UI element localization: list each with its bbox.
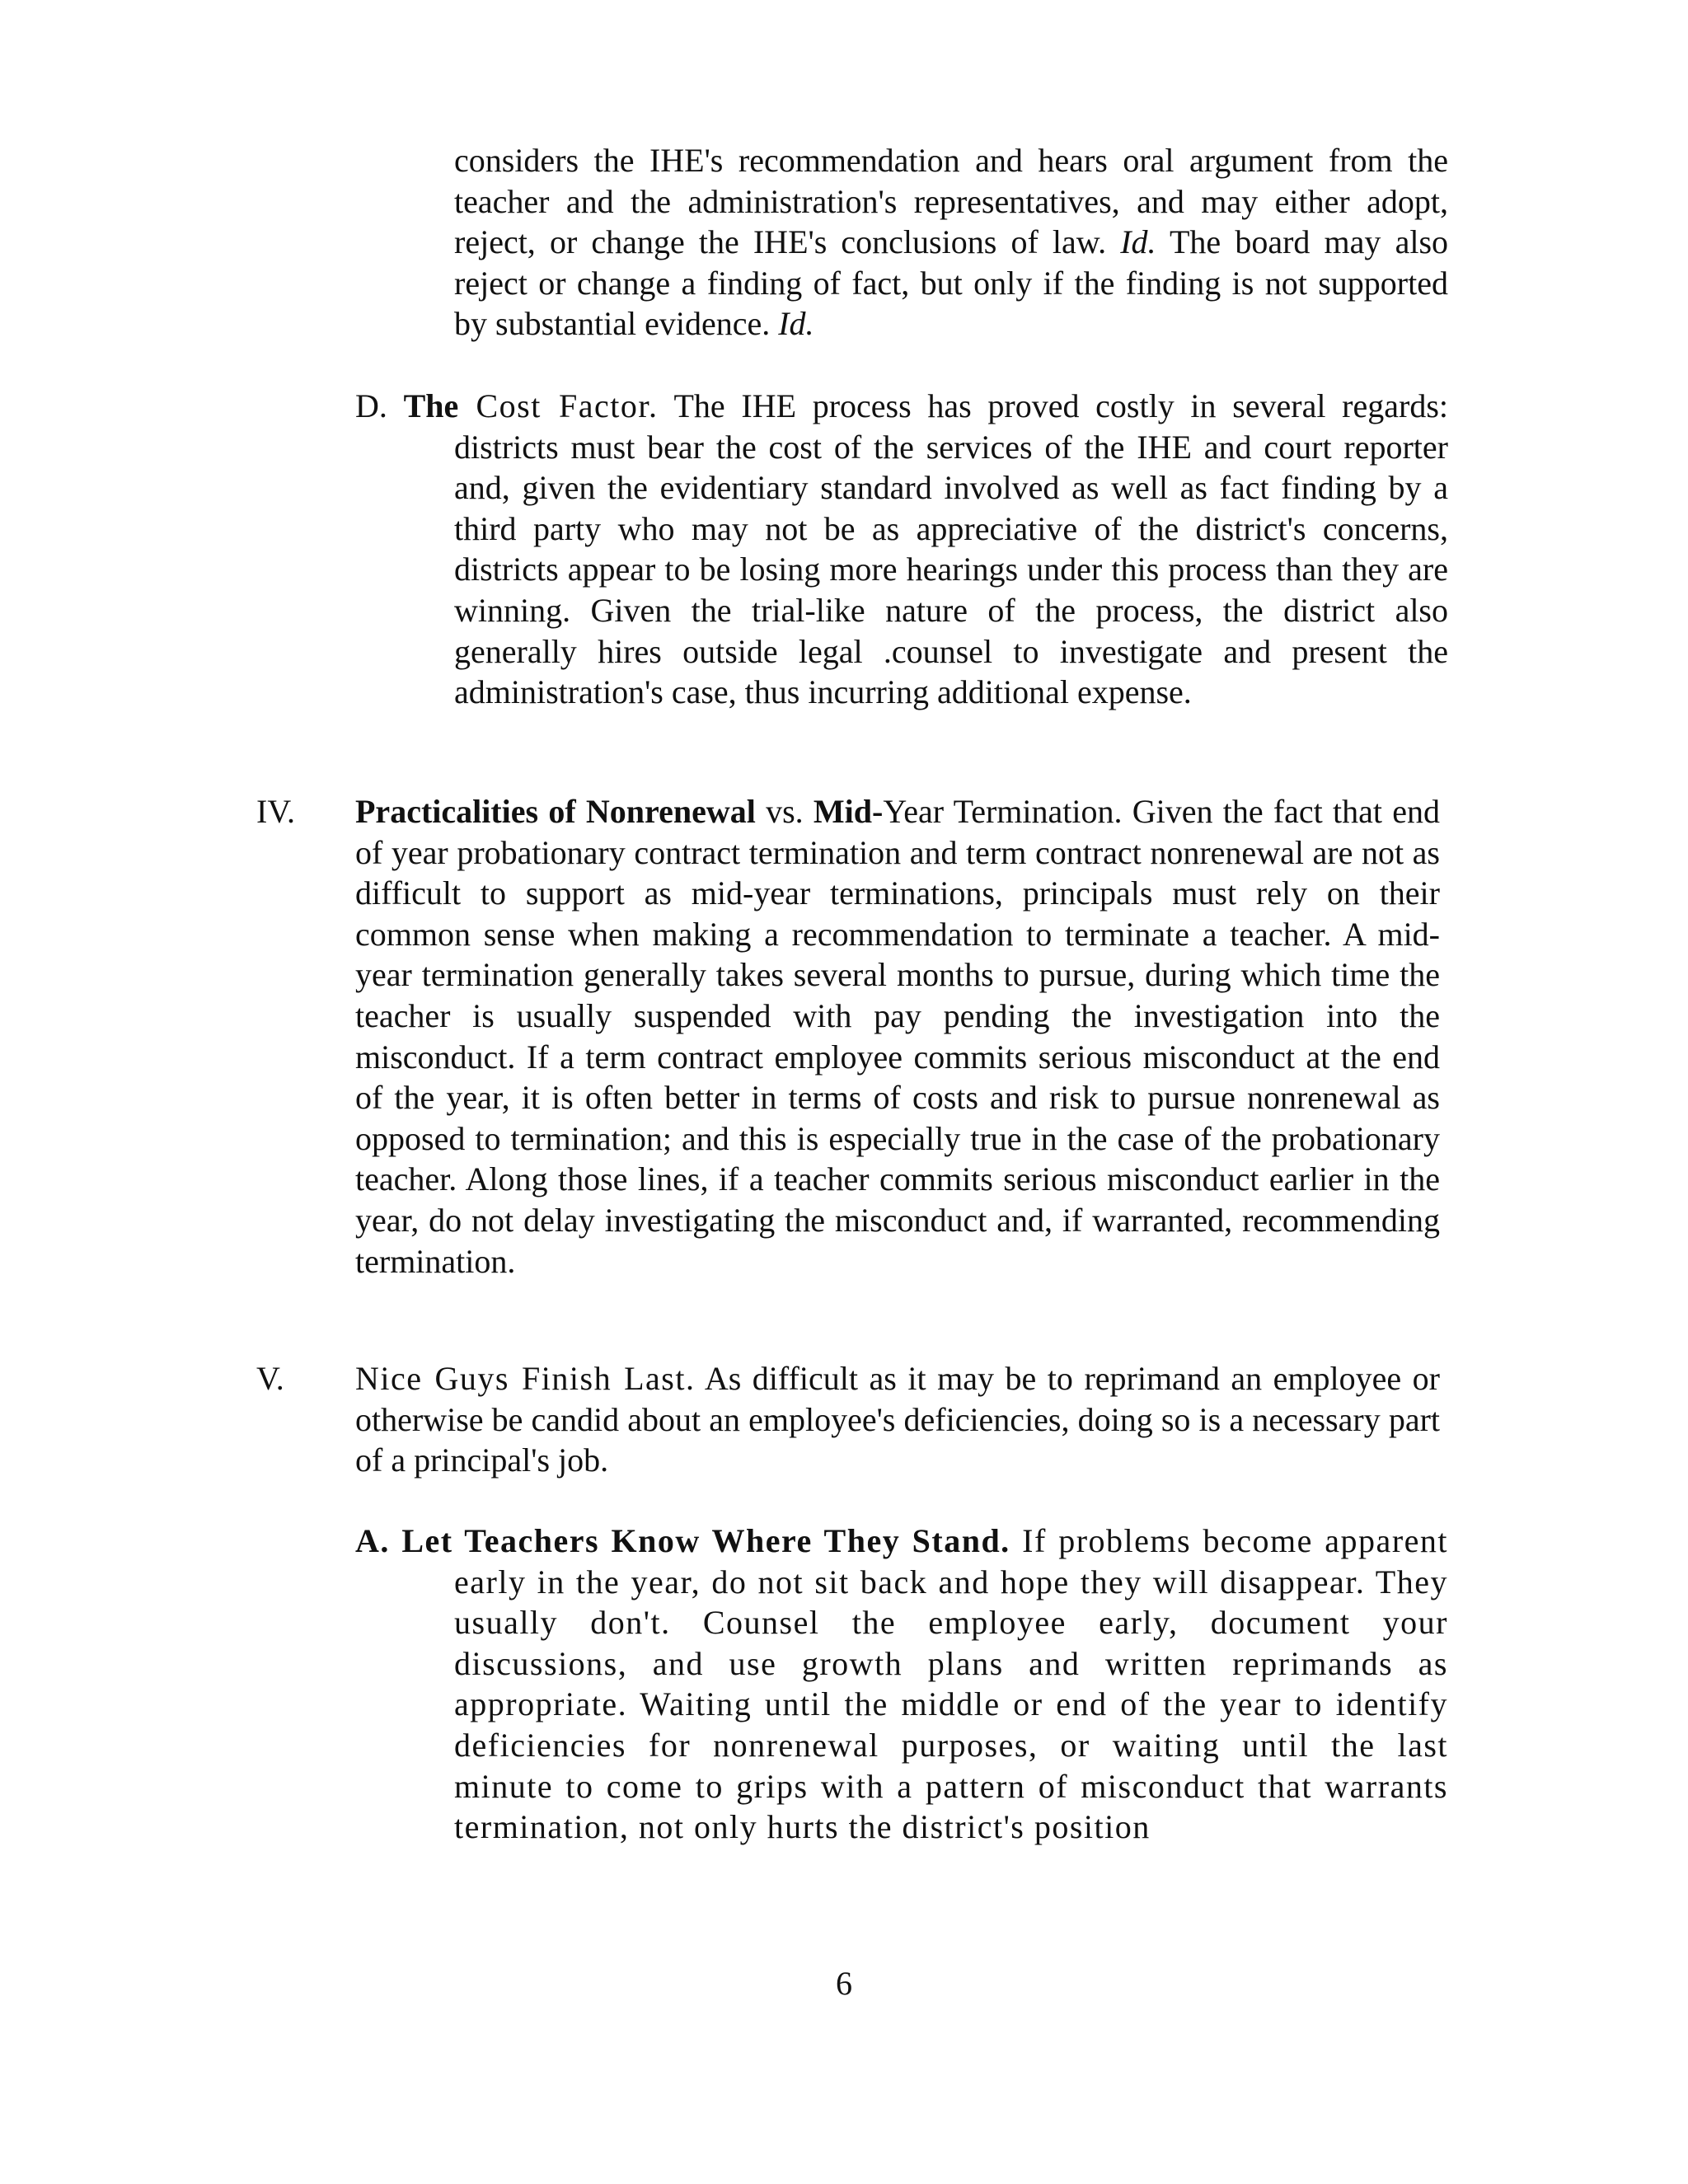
- section-c-citation-1: Id.: [1120, 223, 1156, 261]
- section-d-body: The IHE process has proved costly in several regards: districts must bear the cost of the services of the IHE and court reporter and, given the evidentiary standard involved as well as fact finding by a third party who may not be as appreciative of the district's concerns, districts appear to be losing more hearings under this process than they are winning. Given the trial-like nature of the process, the district also generally hires outside legal .counsel to investigate and present the administration's case, thus incurring additional expense.: [454, 387, 1448, 711]
- section-iv-paragraph: [355, 791, 1440, 1282]
- section-va-paragraph: [355, 1521, 1448, 1848]
- section-c-text-2: The board may also reject or change a finding of fact, but only if the finding is not supported by substantial evidence.: [454, 223, 1449, 343]
- page-number: 6: [836, 1965, 852, 2002]
- section-v-marker: V.: [256, 1360, 284, 1397]
- section-c-citation-2: Id.: [778, 305, 814, 343]
- section-c-continuation-paragraph: [454, 140, 1448, 344]
- section-d-hanging-text: [355, 386, 1448, 713]
- section-iv-heading-mid: vs.: [755, 793, 814, 830]
- section-v-paragraph: [355, 1358, 1440, 1481]
- section-va-body: If problems become apparent early in the year, do not sit back and hope they will disappear. They usually don't. Counsel the employee early, document your discussions, and use growth plans and written reprimands as appropriate. Waiting until the middle or end of the year to identify deficiencies for nonrenewal purposes, or waiting until the last minute to come to grips with a pattern of misconduct that warrants termination, not only hurts the district's position: [454, 1522, 1449, 1846]
- section-iv-heading-bold-2: Mid-: [813, 793, 884, 830]
- section-iv-body: Given the fact that end of year probationary contract termination and term contract nonrenewal are not as difficult to support as mid-year terminations, principals must rely on their common sense when making a recommendation to terminate a teacher. A mid-year termination generally takes several months to pursue, during which time the teacher is usually suspended with pay pending the investigation into the misconduct. If a term contract employee commits serious misconduct at the end of the year, it is often better in terms of costs and risk to pursue nonrenewal as opposed to termination; and this is especially true in the case of the probationary teacher. Along those lines, if a teacher commits serious misconduct earlier in the year, do not delay investigating the misconduct and, if warranted, recommending termination.: [355, 793, 1441, 1280]
- section-iv-heading-bold-1: Practicalities of Nonrenewal: [355, 793, 756, 830]
- section-v-body: As difficult as it may be to reprimand an employee or otherwise be candid about an employee's deficiencies, doing so is a necessary part of a principal's job.: [355, 1360, 1440, 1479]
- section-d-heading-bold: The: [403, 387, 459, 424]
- section-va-heading: A. Let Teachers Know Where They Stand.: [355, 1522, 1010, 1559]
- section-d-marker: D.: [355, 387, 404, 424]
- section-d-heading: Cost Factor.: [458, 387, 659, 424]
- section-iv-heading-rest: Year Termination.: [883, 793, 1123, 830]
- section-d-paragraph: [355, 386, 1448, 713]
- section-iv-marker: IV.: [256, 793, 296, 830]
- section-c-text-1: considers the IHE's recommendation and hears oral argument from the teacher and the administration's representatives, and may either adopt, reject, or change the IHE's conclusions of law.: [454, 142, 1448, 261]
- section-va-hanging-text: [355, 1521, 1448, 1848]
- section-v-heading: Nice Guys Finish Last.: [355, 1360, 696, 1397]
